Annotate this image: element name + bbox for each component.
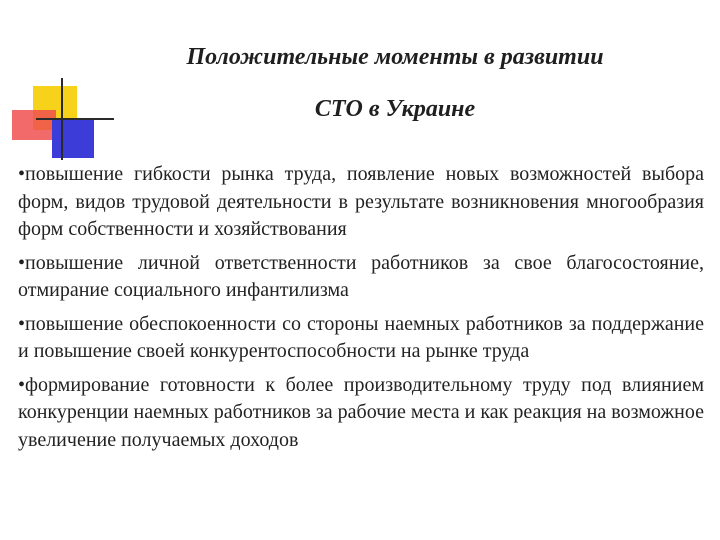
bullet-item-responsibility: •повышение личной ответственности работников за свое благосостояние, отмирание социального инфантилизма (18, 251, 704, 301)
slide-title-line-2: СТО в Украине (314, 96, 476, 122)
bullet-item-flexibility: •повышение гибкости рынка труда, появление новых возможностей выбора форм, видов трудовой деятельности в результате возникновения многообразия форм собственности и хозяйствования (18, 163, 704, 240)
bullet-list (18, 161, 704, 460)
bullet-item-competitiveness: •повышение обеспокоенности со стороны наемных работников за поддержание и повышение своей конкурентоспособности на рынке труда (18, 312, 704, 362)
decorative-blue-square (52, 118, 94, 158)
slide-title-line-1: Положительные моменты в развитии (186, 44, 604, 70)
decorative-red-rectangle (12, 110, 56, 140)
bullet-item-productivity: •формирование готовности к более производительному труду под влиянием конкуренции наемных работников за рабочие места и как реакция на возможное увеличение получаемых доходов (18, 373, 704, 451)
